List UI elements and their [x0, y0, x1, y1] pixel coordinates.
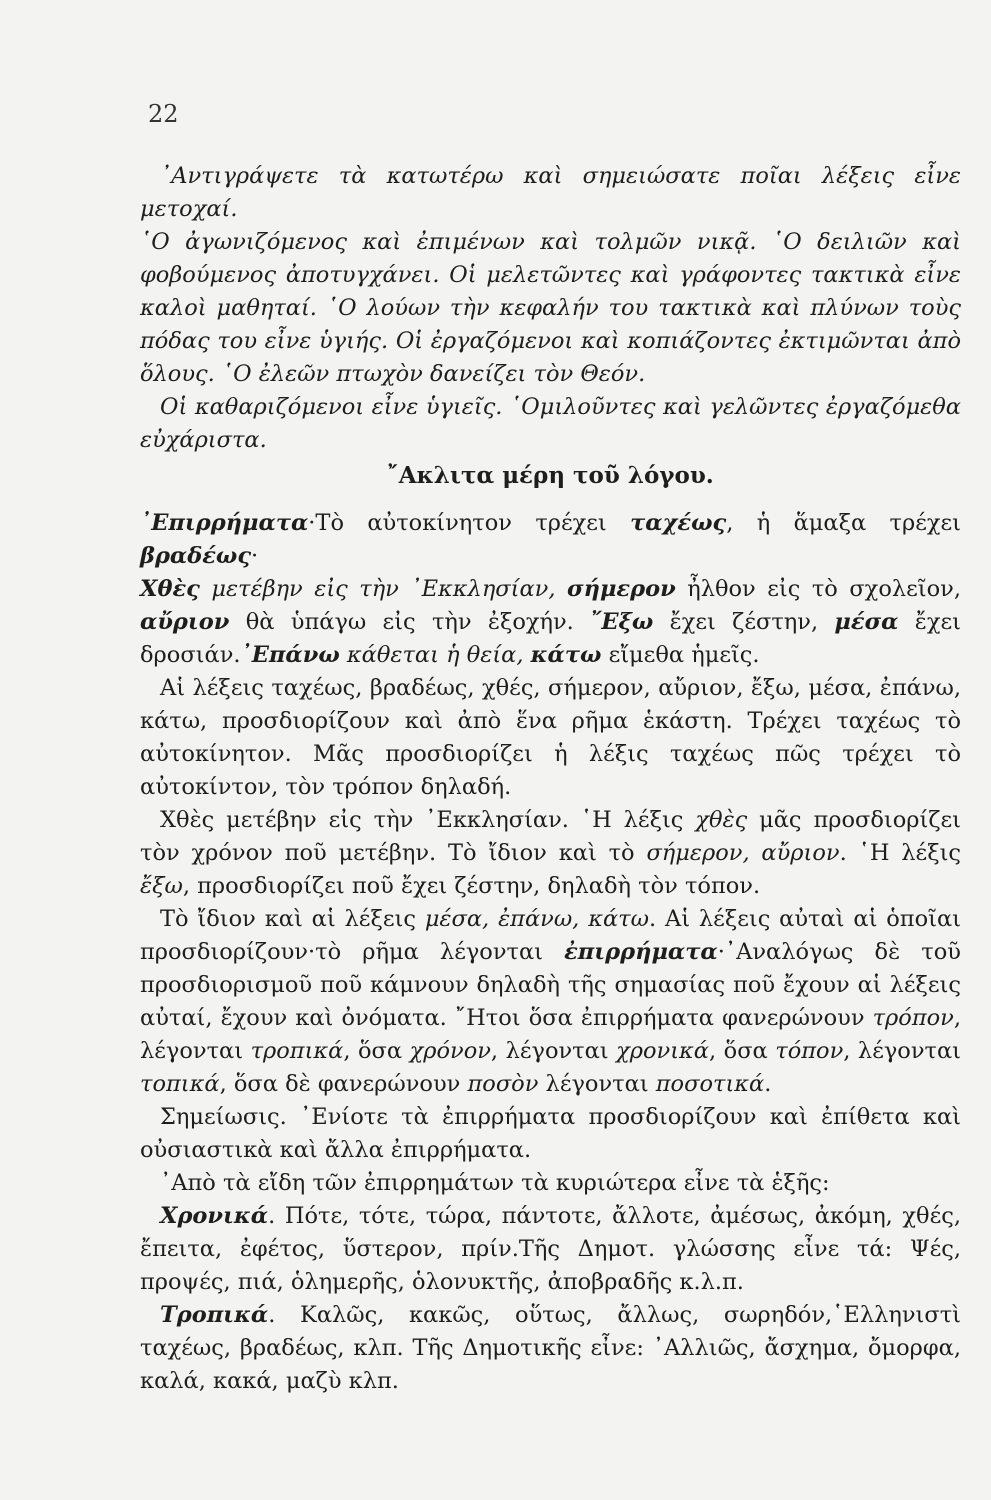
section-heading: ῎Ακλιτα μέρη τοῦ λόγου.	[387, 462, 714, 489]
paragraph-1	[140, 507, 961, 573]
p5-t6: , λέγονται	[490, 1038, 617, 1064]
p2-t6: κάθεται ἡ θεία,	[339, 642, 531, 668]
p5-t11: .	[764, 1071, 772, 1097]
body-text	[140, 507, 961, 1398]
p4-i1: χθὲς	[695, 807, 748, 833]
p5-t1: Τὸ ἴδιον καὶ αἱ λέξεις	[160, 906, 425, 932]
p2-t4: ἔχει ζέστην,	[653, 609, 835, 635]
p5-t3: ·᾿Αναλόγως δὲ τοῦ προσδιορισμοῦ ποῦ κάμνουν δηλαδὴ τῆς σημασίας ποῦ ἔχουν αἱ λέξεις αὐταί, ἔχουν καὶ ὀνόματα. ῎Ητοι ὅσα ἐπιρρήματα φανερώνουν	[140, 939, 961, 1031]
term-exo: ῎Εξω	[590, 609, 654, 635]
p1-t1: ·Τὸ αὐτοκίνητον τρέχει	[308, 510, 631, 536]
term-kato: κάτω	[530, 642, 602, 668]
term-simeron: σήμερον	[567, 576, 676, 602]
p5-t10: λέγονται	[538, 1071, 656, 1097]
p2-t1: μετέβην εἰς τὴν ᾿Εκκλησίαν,	[199, 576, 568, 602]
p2-t3: θὰ ὑπάγω εἰς τὴν ἐξοχήν.	[229, 609, 591, 635]
p5-i8: ποσὸν	[467, 1071, 539, 1097]
p5-i4: χρόνον	[409, 1038, 491, 1064]
term-tropika: Τροπικά	[160, 1302, 269, 1328]
p5-t7: , ὅσα	[709, 1038, 776, 1064]
p5-i7: τοπικά	[140, 1071, 220, 1097]
p4-t1: Χθὲς μετέβην εἰς τὴν ᾿Εκκλησίαν. ῾Η λέξις	[160, 807, 696, 833]
p2-t5: ἔχει δροσιάν.	[140, 609, 961, 668]
term-chronika: Χρονικά	[160, 1203, 269, 1229]
p5-t5: , ὅσα	[343, 1038, 410, 1064]
paragraph-5	[140, 903, 961, 1101]
paragraph-7: ᾿Απὸ τὰ εἴδη τῶν ἐπιρρημάτων τὰ κυριώτερα εἶνε τὰ ἑξῆς:	[160, 1170, 830, 1196]
paragraph-8	[140, 1200, 961, 1299]
paragraph-2	[140, 573, 961, 672]
paragraph-4	[140, 804, 961, 903]
paragraph-6: Σημείωσις. ᾿Ενίοτε τὰ ἐπιρρήματα προσδιορίζουν καὶ ἐπίθετα καὶ οὐσιαστικὰ καὶ ἄλλα ἐπιρρήματα.	[140, 1104, 961, 1163]
exercise-block	[140, 160, 961, 457]
paragraph-3: Αἱ λέξεις ταχέως, βραδέως, χθές, σήμερον, αὔριον, ἔξω, μέσα, ἐπάνω, κάτω, προσδιορίζουν καὶ ἀπὸ ἕνα ρῆμα ἑκάστη. Τρέχει ταχέως τὸ αὐτοκίνητον. Μᾶς προσδιορίζει ἡ λέξις ταχέως πῶς τρέχει τὸ αὐτοκίντον, τὸν τρόπον δηλαδή.	[140, 675, 961, 800]
paragraph-9	[140, 1299, 961, 1398]
p9-text: . Καλῶς, κακῶς, οὕτως, ἄλλως, σωρηδόν,῾Ελληνιστὶ ταχέως, βραδέως, κλπ. Τῆς Δημοτικῆς εἶνε: ᾿Αλλιῶς, ἄσχημα, ὄμορφα, καλά, κακά, μαζὺ κλπ.	[140, 1302, 961, 1394]
p5-i1: μέσα, ἐπάνω, κάτω	[424, 906, 649, 932]
p5-i9: ποσοτικά	[655, 1071, 765, 1097]
term-epirrimata-2: ἐπιρρήματα	[564, 939, 718, 965]
p1-t3: ·	[251, 543, 259, 569]
term-mesa: μέσα	[834, 609, 899, 635]
p2-t7: εἴμεθα ἡμεῖς.	[601, 642, 760, 668]
p5-i3: τροπικά	[250, 1038, 344, 1064]
p4-t3: . ῾Η λέξις	[839, 840, 962, 866]
p5-i5: χρονικά	[616, 1038, 709, 1064]
p5-t4: , λέγονται	[140, 1005, 961, 1064]
term-tacheos: ταχέως	[630, 510, 727, 536]
term-epano: ᾿Επάνω	[240, 642, 340, 668]
term-epirrimata: ᾿Επιρρήματα	[140, 510, 309, 536]
term-avrion: αὔριον	[140, 609, 230, 635]
exercise-instruction: ᾿Αντιγράψετε τὰ κατωτέρω καὶ σημειώσατε ποῖαι λέξεις εἶνε μετοχαί.	[140, 163, 961, 222]
p8-text: . Πότε, τότε, τώρα, πάντοτε, ἄλλοτε, ἀμέσως, ἀκόμη, χθές, ἔπειτα, ἐφέτος, ὕστερον, πρίν.Τῆς Δημοτ. γλώσσης εἶνε τά: Ψές, προψές, πιά, ὁλημερῆς, ὁλονυκτῆς, ἀποβραδῆς κ.λ.π.	[140, 1203, 961, 1295]
term-vradeos: βραδέως	[140, 543, 252, 569]
p2-t2: ἦλθον εἰς τὸ σχολεῖον,	[675, 576, 961, 602]
p4-i2: σήμερον, αὔριον	[646, 840, 840, 866]
p5-t9: , ὅσα δὲ φανερώνουν	[219, 1071, 468, 1097]
p5-i2: τρόπον	[872, 1005, 954, 1031]
p4-t2: μᾶς προσδιορίζει τὸν χρόνον ποῦ μετέβην. Τὸ ἴδιον καὶ τὸ	[140, 807, 962, 866]
p5-t8: , λέγονται	[843, 1038, 961, 1064]
term-chthes: Χθὲς	[140, 576, 200, 602]
p1-t2: , ἡ ἅμαξα τρέχει	[726, 510, 961, 536]
p4-t4: , προσδιορίζει ποῦ ἔχει ζέστην, δηλαδὴ τὸν τόπον.	[182, 873, 761, 899]
page-number: 22	[148, 100, 179, 128]
p5-t2: . Αἱ λέξεις αὐταὶ αἱ ὁποῖαι προσδιορίζουν·τὸ ρῆμα λέγονται	[140, 906, 961, 965]
exercise-text: ῾Ο ἀγωνιζόμενος καὶ ἐπιμένων καὶ τολμῶν νικᾷ. ῾Ο δειλιῶν καὶ φοβούμενος ἀποτυγχάνει. Οἱ μελετῶντες καὶ γράφοντες τακτικὰ εἶνε καλοὶ μαθηταί. ῾Ο λούων τὴν κεφαλήν του τακτικὰ καὶ πλύνων τοὺς πόδας του εἶνε ὑγιής. Οἱ ἐργαζόμενοι καὶ κοπιάζοντες ἐκτιμῶνται ἀπὸ ὅλους. ῾Ο ἐλεῶν πτωχὸν δανείζει τὸν Θεόν.	[140, 229, 961, 387]
exercise-text-2: Οἱ καθαριζόμενοι εἶνε ὑγιεῖς. ῾Ομιλοῦντες καὶ γελῶντες ἐργαζόμεθα εὐχάριστα.	[140, 394, 961, 453]
p4-i3: ἔξω	[140, 873, 183, 899]
p5-i6: τόπον	[775, 1038, 844, 1064]
